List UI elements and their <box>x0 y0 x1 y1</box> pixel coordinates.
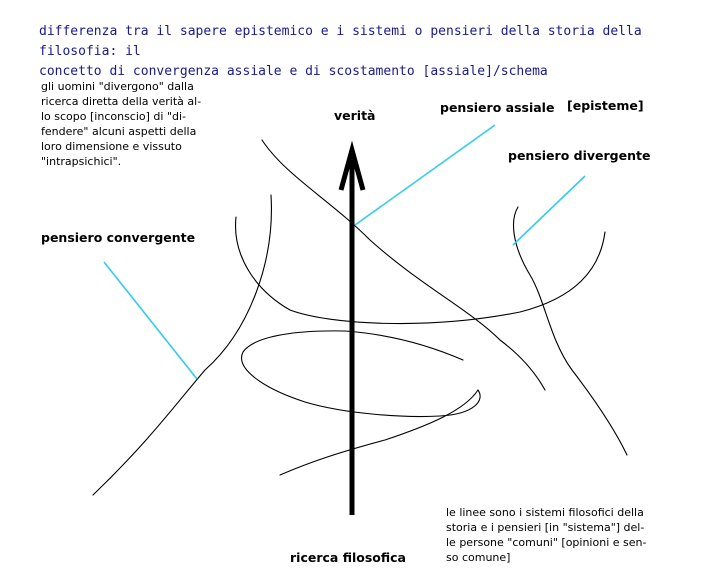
note-line: so comune] <box>446 551 511 564</box>
title-line-2: concetto di convergenza assiale e di scostamento [assiale]/schema <box>39 64 548 79</box>
note-line: le linee sono i sistemi filosofici della <box>446 506 644 519</box>
system-line <box>262 140 545 390</box>
label-verita: verità <box>334 108 376 123</box>
note-line: ricerca diretta della verità al- <box>41 95 202 108</box>
note-line: storia e i pensieri [in "sistema"] del- <box>446 521 645 534</box>
note-line: gli uomini "divergono" dalla <box>41 80 194 93</box>
system-line <box>280 390 478 475</box>
note-line: lo scopo [inconscio] di "di- <box>41 110 187 123</box>
system-line <box>514 207 627 455</box>
system-line <box>236 217 605 324</box>
pointer-assiale <box>355 125 495 225</box>
label-episteme: [episteme] <box>567 98 644 113</box>
note-line: loro dimensione e vissuto <box>41 140 182 153</box>
label-ricerca-filosofica: ricerca filosofica <box>290 550 406 565</box>
label-pensiero-divergente: pensiero divergente <box>508 148 651 163</box>
title-line-1: differenza tra il sapere epistemico e i sistemi o pensieri della storia della filosofia: il <box>39 24 642 59</box>
label-pensiero-convergente: pensiero convergente <box>41 230 196 245</box>
pointer-convergente <box>104 262 197 379</box>
note-bottom-right <box>446 505 646 565</box>
pointer-divergente <box>513 176 585 245</box>
note-line: "intrapsichici". <box>41 155 122 168</box>
note-line: fendere" alcuni aspetti della <box>41 125 197 138</box>
system-line <box>242 331 480 417</box>
label-pensiero-assiale: pensiero assiale <box>440 100 555 115</box>
note-line: le persone "comuni" [opinioni e sen- <box>446 536 647 549</box>
